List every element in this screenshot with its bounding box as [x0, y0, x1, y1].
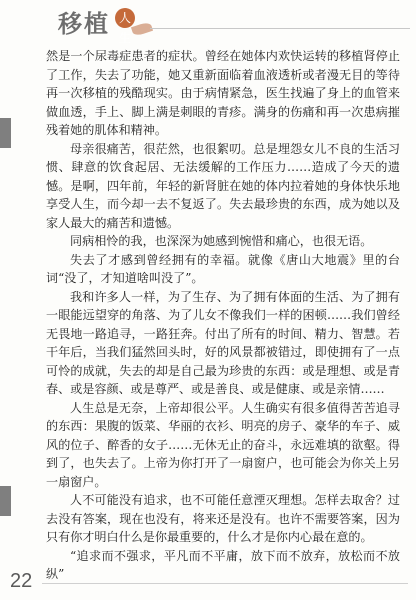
header-badge: 人生: [115, 8, 135, 28]
paragraph-5: 我和许多人一样，为了生存、为了拥有体面的生活、为了拥有一眼能远望穿的角落、为了儿女不像我们一样的困顿……我们曾经无畏地一路追寻，一路狂奔。付出了所有的时间、精力、智慧。若干年后，当我们猛然回头时，好的风景都被错过，即使拥有了一点可怜的成就，失去的却是自己最为珍贵的东西：或是理想、或是青春、或是容颜、或是尊严、或是善良、或是健康、或是亲情……: [46, 289, 400, 396]
header-divider: [150, 28, 410, 29]
paragraph-8: “追求而不强求，平凡而不平庸，放下而不放弃，放松而不放纵”: [46, 548, 400, 581]
page-content: [46, 47, 400, 584]
paragraph-2: 母亲很痛苦，很茫然，也很絮叨。总是埋怨女儿不良的生活习惯、肆意的饮食起居、无法缓解的工作压力……造成了今天的遗憾。是啊，四年前，年轻的新肾脏在她的体内拉着她的身体快乐地享受人生，而今却一去不复返了。失去最珍贵的东西，成为她以及家人最大的痛苦和遗憾。: [46, 141, 400, 230]
paragraph-4: 失去了才感到曾经拥有的幸福。就像《唐山大地震》里的台词“没了，才知道啥叫没了”。: [46, 252, 400, 285]
header-title: 移植: [58, 9, 110, 38]
footer-divider: [42, 583, 408, 584]
paragraph-7: 人不可能没有追求，也不可能任意湮灭理想。怎样去取舍？过去没有答案，现在也没有，将来还是没有。也许不需要答案，因为只有你才明白什么是你最重要的，什么才是你内心最在意的。: [46, 493, 400, 544]
left-margin-bar: [0, 118, 11, 148]
paragraph-1: 然是一个尿毒症患者的症状。曾经在她体内欢快运转的移植肾停止了工作，失去了功能，她又重新面临着血液透析或者漫无目的等待再一次移植的残酷现实。由于病情紧急，医生找遍了身上的血管来做血透，手上、脚上满是刺眼的青疹。满身的伤痛和再一次患病摧残着她的肌体和精神。: [46, 49, 400, 137]
leaf-icon: [131, 21, 153, 37]
paragraph-6: 人生总是无奈，上帝却很公平。人生确实有很多值得苦苦追寻的东西：果腹的饭菜、华丽的衣衫、明亮的房子、豪华的车子、威风的位子、醉香的女子……无休无止的奋斗，永远难填的欲壑。得到了，也失去了。上帝为你打开了一扇窗户，也可能会为你关上另一扇窗户。: [46, 400, 400, 489]
page-number: 22: [10, 570, 33, 592]
left-margin-bar: [0, 486, 11, 516]
paragraph-3: 同病相怜的我，也深深为她感到惋惜和痛心，也很无语。: [70, 234, 373, 248]
